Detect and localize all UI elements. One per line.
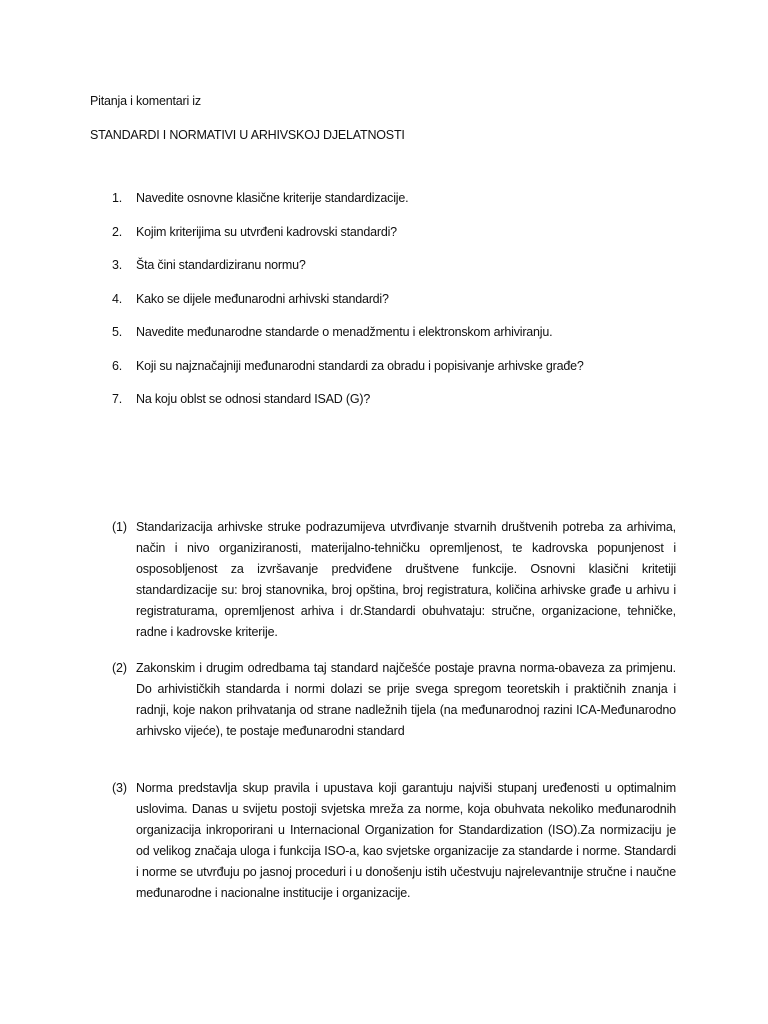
- question-text: Šta čini standardiziranu normu?: [136, 258, 306, 272]
- question-number: 4.: [112, 291, 123, 306]
- question-item: [112, 225, 712, 259]
- answer-text: Standarizacija arhivske struke podrazumijeva utvrđivanje stvarnih društvenih potreba za arhivima, način i nivo organiziranosti, materijalno-tehničku opremljenost, te kadrovska popunjenost i osposobljenost za izvršavanje predviđene društvene funkcije. Osnovni klasični kritetiji standardizacije su: broj stanovnika, broj opština, broj registratura, količina arhivske građe u arhivu i registraturama, opremljenost arhiva i dr.Standardi obuhvataju: stručne, organizacione, tehničke, radne i kadrovske kriterije.: [136, 520, 676, 639]
- question-text: Kojim kriterijima su utvrđeni kadrovski standardi?: [136, 224, 397, 239]
- answer-number: (2): [112, 661, 127, 675]
- question-item: [112, 292, 712, 326]
- question-number: 3.: [112, 258, 123, 272]
- question-number: 2.: [112, 224, 123, 239]
- question-number: 7.: [112, 392, 123, 406]
- question-number: 6.: [112, 358, 123, 373]
- question-text: Navedite međunarodne standarde o menadžmentu i elektronskom arhiviranju.: [136, 325, 553, 339]
- question-item: [112, 325, 712, 359]
- answer-paragraph: [112, 517, 676, 643]
- question-item: [112, 258, 712, 292]
- question-text: Koji su najznačajniji međunarodni standardi za obradu i popisivanje arhivske građe?: [136, 358, 584, 373]
- answer-number: (1): [112, 520, 127, 534]
- question-item: [112, 392, 712, 426]
- question-item: [112, 191, 712, 225]
- answer-text: Zakonskim i drugim odredbama taj standard najčešće postaje pravna norma-obaveza za primjenu. Do arhivističkih standarda i normi dolazi se prije svega spregom teoretskih i praktičnih znanja i radnji, koje nakon prihvatanja od strane nadležnih tijela (na međunarodnoj razini ICA-Međunarodno arhivsko vijeće), te postaje međunarodni standard: [136, 661, 676, 738]
- answer-paragraph: [112, 778, 676, 904]
- question-text: Na koju oblst se odnosi standard ISAD (G)?: [136, 392, 371, 406]
- question-list: [112, 191, 712, 426]
- question-number: 1.: [112, 191, 123, 205]
- question-text: Kako se dijele međunarodni arhivski standardi?: [136, 291, 389, 306]
- answer-paragraph: [112, 658, 676, 742]
- answer-text: Norma predstavlja skup pravila i upustava koji garantuju najviši stupanj uređenosti u optimalnim uslovima. Danas u svijetu postoji svjetska mreža za norme, koja obuhvata nekoliko međunarodnih organizacija inkroporirani u Internacional Organization for Standardization (ISO).Za normizaciju je od velikog značaja uloga i funkcija ISO-a, kao svjetske organizacije za standarde i norme. Standardi i norme se utvrđuju po jasnoj proceduri i u donošenju istih učestvuju najrelevantnije stručne i naučne međunarodne i nacionalne institucije i organizacije.: [136, 781, 676, 900]
- document-title: STANDARDI I NORMATIVI U ARHIVSKOJ DJELATNOSTI: [90, 128, 405, 142]
- question-number: 5.: [112, 325, 123, 339]
- document-subtitle: Pitanja i komentari iz: [90, 94, 201, 108]
- question-text: Navedite osnovne klasične kriterije standardizacije.: [136, 191, 409, 205]
- answer-number: (3): [112, 781, 127, 795]
- question-item: [112, 359, 712, 393]
